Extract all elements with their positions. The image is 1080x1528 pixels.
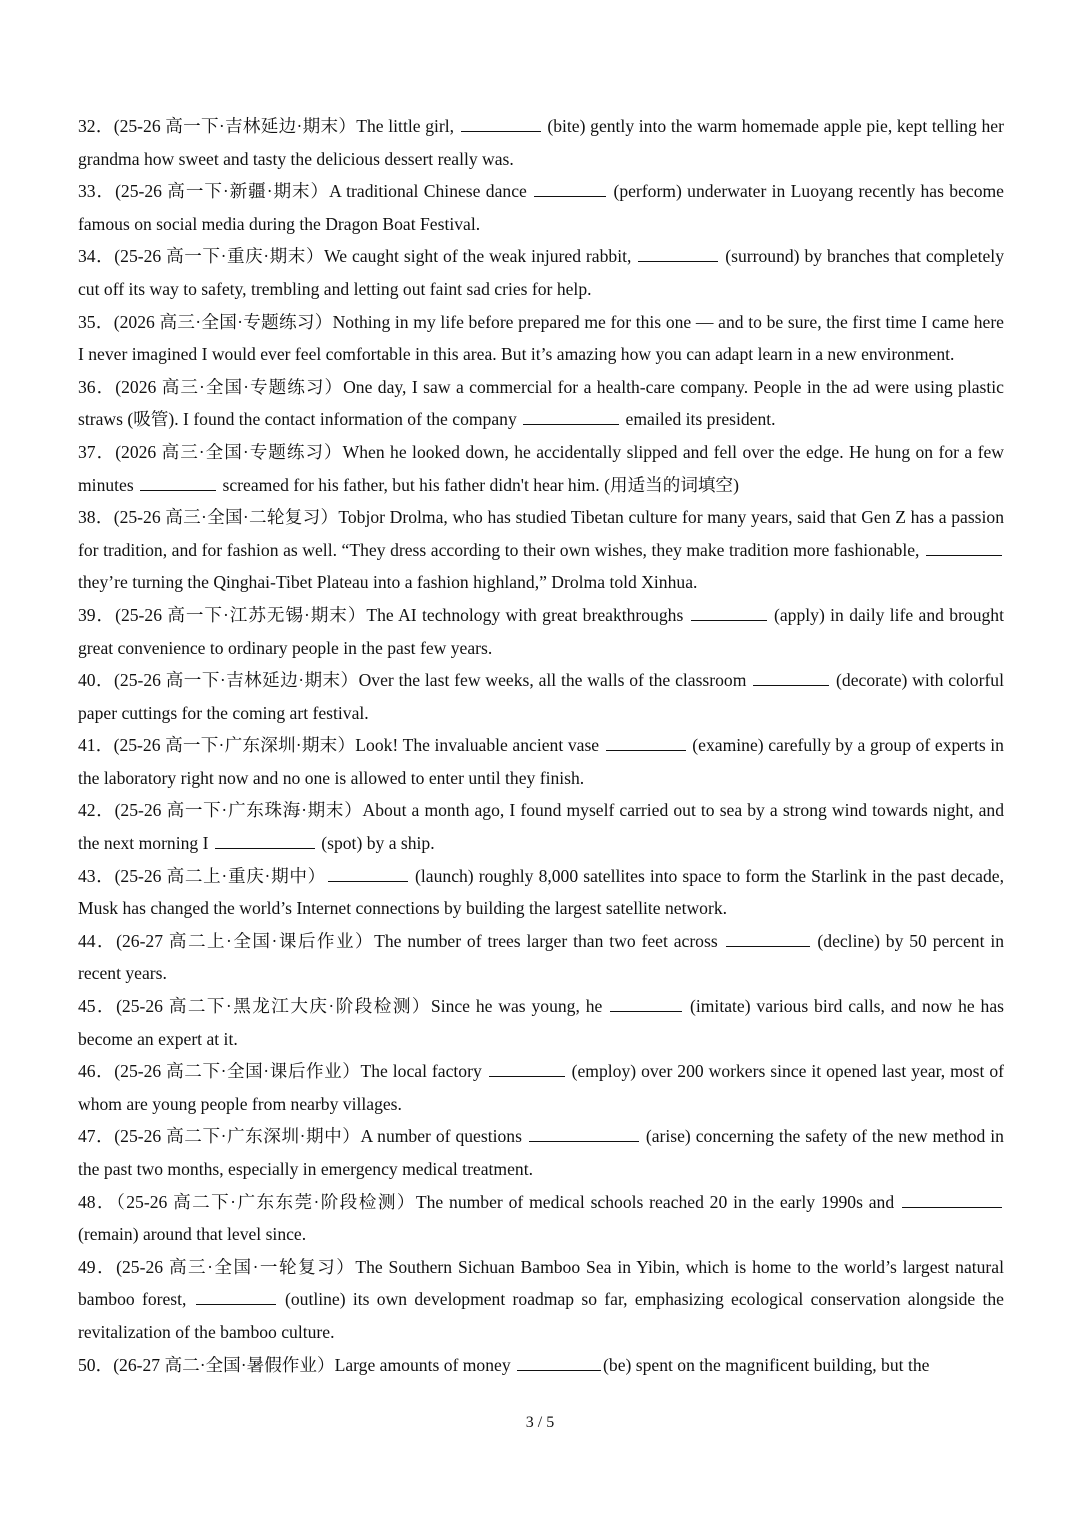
answer-blank[interactable] [215,832,315,849]
question-number: 43． [78,865,115,886]
question-text-before: The number of medical schools reached 20 in the early 1990s and [415,1191,900,1212]
answer-blank[interactable] [461,115,541,132]
question-text-before: Tobjor Drolma, who has studied Tibetan culture for many years, said that Gen Z has a passion for tradition, and for fashion as well. “They dress according to their own wishes, they make tradition more fashionable, [78,507,1004,560]
question-text-before: A number of questions [360,1126,527,1147]
question-text-after: (be) spent on the magnificent building, but the [603,1354,930,1375]
question-source: (2026 高三·全国·专题练习） [113,311,333,332]
question-text-before: Large amounts of money [334,1354,516,1375]
question-source: (2026 高三·全国·专题练习） [115,376,344,397]
question-text-after: (bite) gently into the warm homemade apple pie, kept telling her grandma how sweet and tasty the delicious dessert really was. [78,116,1004,169]
question-48 [78,1186,1004,1251]
question-source: (25-26 高一下·重庆·期末） [114,246,325,267]
question-number: 47． [78,1126,115,1147]
question-text-before: Since he was young, he [430,996,609,1017]
answer-blank[interactable] [926,539,1002,556]
question-text-before: About a month ago, I found myself carried out to sea by a strong wind towards night, and the next morning I [78,800,1004,854]
question-text-after: (outline) its own development roadmap so far, emphasizing ecological conservation alongside the revitalization of the bamboo culture. [78,1289,1004,1342]
question-number: 36． [78,376,116,397]
answer-blank[interactable] [902,1191,1002,1208]
question-text-before: Over the last few weeks, all the walls of the classroom [358,670,752,691]
question-45 [78,990,1004,1055]
question-text-after: (employ) over 200 workers since it opened last year, most of whom are young people from nearby villages. [78,1061,1004,1114]
question-32 [78,110,1004,175]
question-text-after: (surround) by branches that completely cut off its way to safety, trembling and letting out faint sad cries for help. [78,246,1004,299]
question-number: 40． [78,670,115,691]
question-text-after: they’re turning the Qinghai-Tibet Plateau into a fashion highland,” Drolma told Xinhua. [78,572,698,593]
question-35 [78,306,1004,371]
question-number: 32． [78,116,114,136]
question-source: (25-26 高二下·广东深圳·期中） [114,1126,361,1147]
answer-blank[interactable] [529,1125,639,1142]
question-source: (25-26 高二下·黑龙江大庆·阶段检测） [116,996,431,1017]
question-text-before: The number of trees larger than two feet across [374,930,724,951]
question-text-before: Nothing in my life before prepared me for this one — and to be sure, the first time I came here I never imagined I would ever feel comfortable in this area. But it’s amazing how you can adapt learn in a new environment. [78,311,1004,365]
question-text-after: (apply) in daily life and brought great convenience to ordinary people in the past few years. [78,604,1004,658]
answer-blank[interactable] [691,604,767,621]
question-source: (25-26 高二下·全国·课后作业） [114,1061,361,1082]
question-37 [78,436,1004,501]
question-text-after: (decorate) with colorful paper cuttings for the coming art festival. [78,670,1004,723]
question-source: (2026 高三·全国·专题练习） [115,441,343,462]
question-text-before: The Southern Sichuan Bamboo Sea in Yibin, which is home to the world’s largest natural bamboo forest, [78,1256,1004,1310]
question-source: (25-26 高二上·重庆·期中） [114,865,326,886]
question-text-after: (perform) underwater in Luoyang recently has become famous on social media during the Dragon Boat Festival. [78,181,1004,234]
question-text-after: (spot) by a ship. [316,833,435,854]
question-number: 34． [78,246,115,267]
question-text-before: We caught sight of the weak injured rabbit, [324,246,637,267]
question-source: (25-26 高一下·新疆·期末） [115,181,330,202]
question-39 [78,599,1004,664]
question-50 [78,1349,1004,1382]
question-number: 44． [78,930,117,951]
question-40 [78,664,1004,729]
question-number: 38． [78,507,114,528]
question-source: (25-26 高一下·吉林延边·期末） [114,670,359,691]
question-42 [78,794,1004,859]
question-46 [78,1055,1004,1120]
question-text-after: emailed its president. [621,409,776,430]
question-text-after: (imitate) various bird calls, and now he has become an expert at it. [78,996,1004,1049]
answer-blank[interactable] [606,734,686,751]
answer-blank[interactable] [523,408,619,425]
question-text-after: screamed for his father, but his father didn't hear him. (用适当的词填空) [218,474,739,495]
question-34 [78,240,1004,305]
question-number: 39． [78,604,116,625]
question-number: 33． [78,181,116,202]
question-source: (25-26 高一下·吉林延边·期末） [113,116,357,136]
question-text-before: The little girl, [356,116,459,136]
question-number: 35． [78,311,114,332]
answer-blank[interactable] [638,245,718,262]
question-number: 50． [78,1354,114,1375]
page-number: 3 / 5 [525,1414,555,1431]
question-source: (25-26 高三·全国·一轮复习） [116,1256,356,1277]
question-number: 37． [78,441,116,462]
question-text-after: (launch) roughly 8,000 satellites into space to form the Starlink in the past decade, Musk has changed the world’s Internet connections by building the largest satellite network. [78,865,1004,919]
question-text-after: (decline) by 50 percent in recent years. [78,930,1005,984]
answer-blank[interactable] [489,1060,565,1077]
question-text-before: Look! The invaluable ancient vase [355,735,604,756]
question-44 [78,925,1004,990]
question-source: (25-26 高一下·广东深圳·期末） [113,735,356,756]
question-text-before: When he looked down, he accidentally slipped and fell over the edge. He hung on for a few minutes [78,441,1004,495]
question-49 [78,1251,1004,1349]
answer-blank[interactable] [726,930,810,947]
question-38 [78,501,1004,599]
question-text-after: (remain) around that level since. [78,1224,307,1245]
question-number: 42． [78,800,115,821]
question-text-before: The AI technology with great breakthroughs [366,604,689,625]
question-36 [78,371,1004,436]
question-number: 49． [78,1256,117,1277]
question-list [78,110,1004,1381]
question-text-before: One day, I saw a commercial for a health-care company. People in the ad were using plastic straws (吸管). I found the contact information of the company [78,376,1004,430]
question-source: (25-26 高一下·江苏无锡·期末） [115,604,367,625]
answer-blank[interactable] [610,995,682,1012]
question-text-after: (examine) carefully by a group of experts in the laboratory right now and no one is allowed to enter until they finish. [78,735,1004,788]
question-number: 46． [78,1061,115,1082]
question-43 [78,860,1004,925]
question-number: 45． [78,996,117,1017]
question-source: (26-27 高二上·全国·课后作业） [116,930,375,951]
answer-blank[interactable] [517,1354,601,1371]
question-text-before: A traditional Chinese dance [329,181,533,202]
question-41 [78,729,1004,794]
question-text-after: (arise) concerning the safety of the new method in the past two months, especially in emergency medical treatment. [78,1126,1004,1179]
question-47 [78,1120,1004,1185]
answer-blank[interactable] [328,865,408,882]
question-number: 41． [78,735,114,756]
answer-blank[interactable] [534,180,606,197]
question-source: (25-26 高三·全国·二轮复习） [113,507,339,528]
question-33 [78,175,1004,240]
answer-blank[interactable] [196,1288,276,1305]
answer-blank[interactable] [140,474,216,491]
question-source: (25-26 高一下·广东珠海·期末） [114,800,363,821]
answer-blank[interactable] [753,669,829,686]
question-source: （25-26 高二下·广东东莞·阶段检测） [116,1191,416,1212]
question-source: (26-27 高二·全国·暑假作业） [113,1354,335,1375]
question-number: 48． [78,1191,117,1212]
question-text-before: The local factory [360,1061,487,1082]
